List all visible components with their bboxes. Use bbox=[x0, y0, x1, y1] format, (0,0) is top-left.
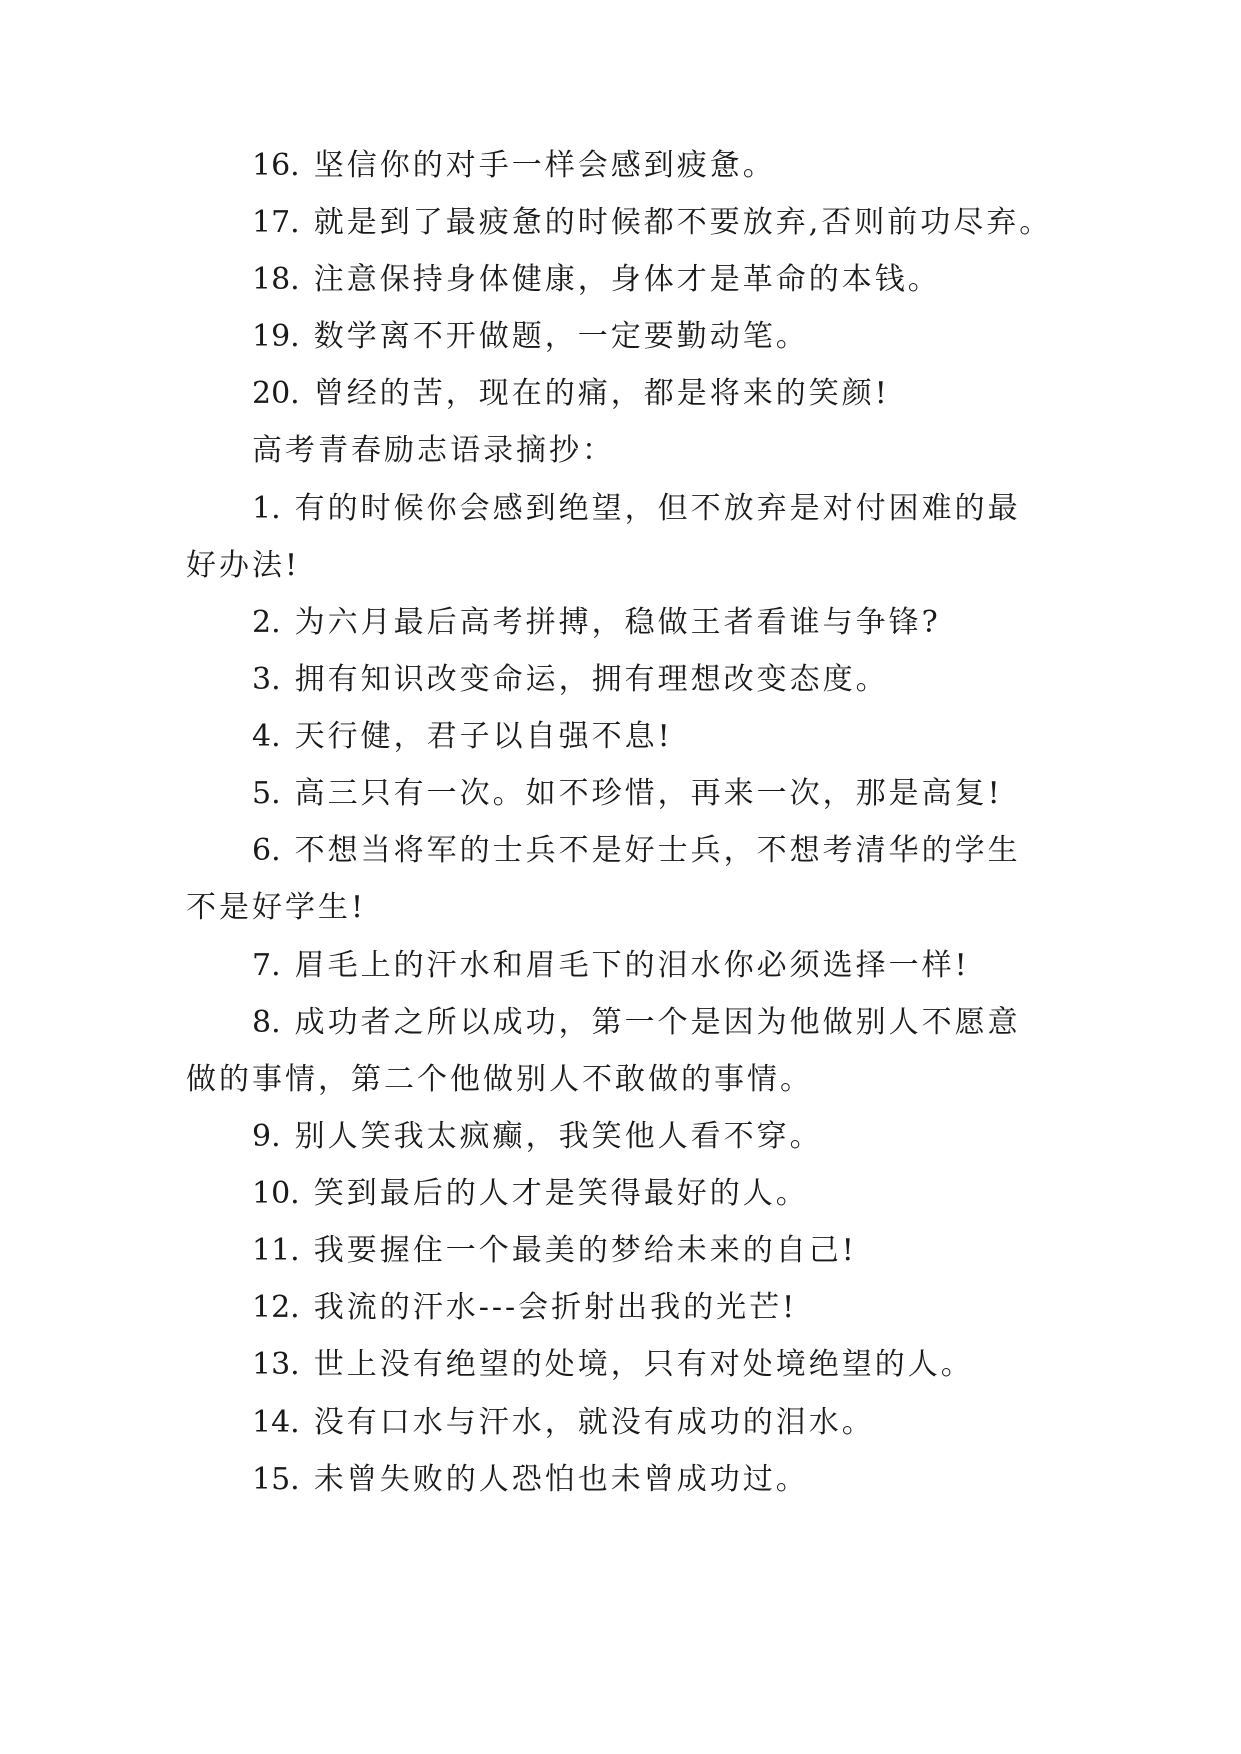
item-number: 12. bbox=[252, 1290, 300, 1325]
list-item-17 bbox=[252, 203, 1052, 243]
item-text: 做的事情，第二个他做别人不敢做的事情。 bbox=[186, 1062, 813, 1097]
list-item-10 bbox=[252, 1174, 809, 1214]
item-text: 曾经的苦，现在的痛，都是将来的笑颜! bbox=[313, 376, 890, 411]
item-text: 世上没有绝望的处境，只有对处境绝望的人。 bbox=[313, 1347, 974, 1382]
list-item-8-continuation bbox=[186, 1060, 813, 1100]
item-text: 注意保持身体健康，身体才是革命的本钱。 bbox=[313, 262, 941, 297]
list-item-13 bbox=[252, 1345, 974, 1385]
list-item-16 bbox=[252, 146, 776, 186]
item-number: 4. bbox=[252, 719, 281, 754]
item-number: 9. bbox=[252, 1119, 281, 1154]
item-text: 未曾失败的人恐怕也未曾成功过。 bbox=[313, 1462, 809, 1497]
item-number: 1. bbox=[252, 491, 281, 526]
list-item-18 bbox=[252, 260, 941, 300]
item-text: 眉毛上的汗水和眉毛下的泪水你必须选择一样! bbox=[294, 948, 970, 983]
list-item-14 bbox=[252, 1403, 875, 1443]
item-number: 3. bbox=[252, 662, 281, 697]
item-number: 8. bbox=[252, 1005, 281, 1040]
list-item-19 bbox=[252, 317, 809, 357]
item-number: 7. bbox=[252, 948, 281, 983]
list-item-6-continuation bbox=[186, 888, 366, 928]
item-text: 拥有知识改变命运，拥有理想改变态度。 bbox=[294, 662, 889, 697]
list-item-11 bbox=[252, 1231, 857, 1271]
list-item-15 bbox=[252, 1460, 809, 1500]
item-number: 2. bbox=[252, 605, 281, 640]
item-number: 15. bbox=[252, 1462, 300, 1497]
item-number: 5. bbox=[252, 776, 281, 811]
item-text: 有的时候你会感到绝望，但不放弃是对付困难的最 bbox=[294, 491, 1021, 526]
list-item-20 bbox=[252, 374, 890, 414]
item-number: 13. bbox=[252, 1347, 300, 1382]
item-text: 成功者之所以成功，第一个是因为他做别人不愿意 bbox=[294, 1005, 1021, 1040]
item-text: 别人笑我太疯癫，我笑他人看不穿。 bbox=[294, 1119, 823, 1154]
item-number: 16. bbox=[252, 148, 300, 183]
item-text: 好办法! bbox=[186, 548, 301, 583]
item-text: 我流的汗水---会折射出我的光芒! bbox=[313, 1290, 798, 1325]
list-item-1-continuation bbox=[186, 546, 300, 586]
section-heading-text: 高考青春励志语录摘抄： bbox=[252, 433, 615, 468]
item-text: 数学离不开做题，一定要勤动笔。 bbox=[313, 319, 809, 354]
list-item-12 bbox=[252, 1288, 797, 1328]
item-number: 10. bbox=[252, 1176, 300, 1211]
item-number: 18. bbox=[252, 262, 300, 297]
item-number: 11. bbox=[252, 1233, 300, 1268]
list-item-8 bbox=[252, 1003, 1021, 1043]
item-number: 14. bbox=[252, 1405, 300, 1440]
list-item-6 bbox=[252, 831, 1021, 871]
item-text: 没有口水与汗水，就没有成功的泪水。 bbox=[313, 1405, 875, 1440]
item-text: 坚信你的对手一样会感到疲惫。 bbox=[313, 148, 776, 183]
item-number: 19. bbox=[252, 319, 300, 354]
list-item-4 bbox=[252, 717, 673, 757]
item-text: 不是好学生! bbox=[186, 890, 367, 925]
item-text: 高三只有一次。如不珍惜，再来一次，那是高复! bbox=[294, 776, 1003, 811]
item-text: 笑到最后的人才是笑得最好的人。 bbox=[313, 1176, 809, 1211]
list-item-9 bbox=[252, 1117, 823, 1157]
item-text: 为六月最后高考拼搏，稳做王者看谁与争锋? bbox=[294, 605, 941, 640]
item-number: 20. bbox=[252, 376, 300, 411]
list-item-5 bbox=[252, 774, 1003, 814]
list-item-1 bbox=[252, 489, 1021, 529]
list-item-3 bbox=[252, 660, 889, 700]
item-text: 我要握住一个最美的梦给未来的自己! bbox=[313, 1233, 857, 1268]
list-item-7 bbox=[252, 946, 970, 986]
item-number: 17. bbox=[252, 205, 300, 240]
item-number: 6. bbox=[252, 833, 281, 868]
section-heading bbox=[252, 431, 615, 471]
item-text: 天行健，君子以自强不息! bbox=[294, 719, 673, 754]
list-item-2 bbox=[252, 603, 941, 643]
item-text: 就是到了最疲惫的时候都不要放弃,否则前功尽弃。 bbox=[313, 205, 1053, 240]
item-text: 不想当将军的士兵不是好士兵，不想考清华的学生 bbox=[294, 833, 1021, 868]
